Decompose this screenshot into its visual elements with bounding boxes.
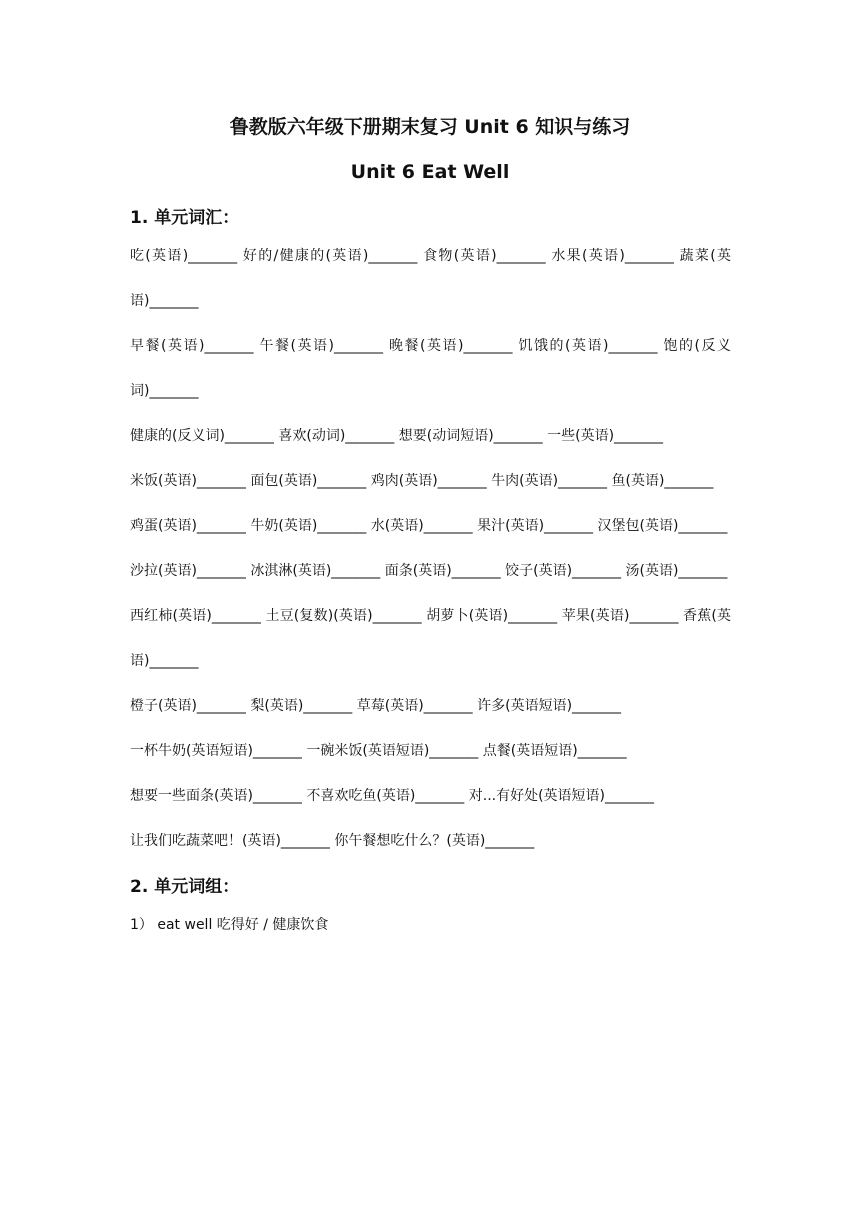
vocab-line: 一杯牛奶(英语短语)_______ 一碗米饭(英语短语)_______ 点餐(英语短语)_______ <box>130 743 627 759</box>
vocab-line: 鸡蛋(英语)_______ 牛奶(英语)_______ 水(英语)_______ 果汁(英语)_______ 汉堡包(英语)_______ <box>130 518 728 534</box>
vocab-line: 早餐(英语)_______ 午餐(英语)_______ 晚餐(英语)_______ 饥饿的(英语)_______ 饱的(反义词)_______ <box>130 338 731 399</box>
document-subtitle: Unit 6 Eat Well <box>350 161 510 183</box>
document-title: 鲁教版六年级下册期末复习 Unit 6 知识与练习 <box>229 116 631 138</box>
vocab-line: 健康的(反义词)_______ 喜欢(动词)_______ 想要(动词短语)_______ 一些(英语)_______ <box>130 428 664 444</box>
vocab-line: 吃(英语)_______ 好的/健康的(英语)_______ 食物(英语)_______ 水果(英语)_______ 蔬菜(英语)_______ <box>130 248 731 309</box>
vocab-line: 想要一些面条(英语)_______ 不喜欢吃鱼(英语)_______ 对...有好处(英语短语)_______ <box>130 788 655 804</box>
vocab-line: 沙拉(英语)_______ 冰淇淋(英语)_______ 面条(英语)_______ 饺子(英语)_______ 汤(英语)_______ <box>130 563 728 579</box>
document-body <box>130 202 731 948</box>
vocab-line: 橙子(英语)_______ 梨(英语)_______ 草莓(英语)_______ 许多(英语短语)_______ <box>130 698 622 714</box>
vocab-line: 让我们吃蔬菜吧！(英语)_______ 你午餐想吃什么？(英语)_______ <box>130 833 535 849</box>
vocab-line: 西红柿(英语)_______ 土豆(复数)(英语)_______ 胡萝卜(英语)_______ 苹果(英语)_______ 香蕉(英语)_______ <box>130 608 731 669</box>
section-heading-phrases: 2. 单元词组： <box>130 877 240 897</box>
section-heading-vocabulary: 1. 单元词汇： <box>130 208 240 228</box>
vocab-line: 米饭(英语)_______ 面包(英语)_______ 鸡肉(英语)_______ 牛肉(英语)_______ 鱼(英语)_______ <box>130 473 714 489</box>
phrase-item: 1） eat well 吃得好 / 健康饮食 <box>130 917 329 933</box>
